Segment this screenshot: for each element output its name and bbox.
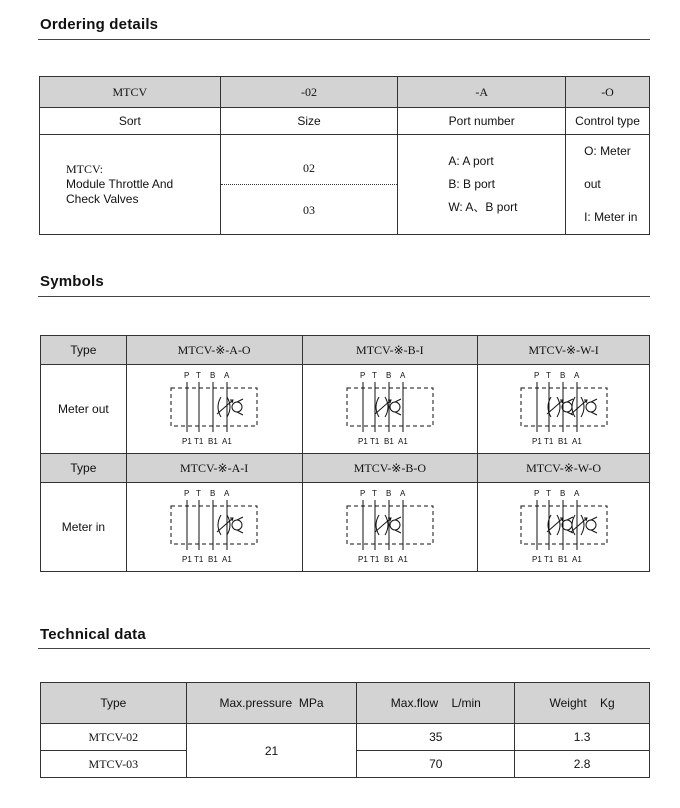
- port-label-bottom: A1: [571, 554, 582, 564]
- hydraulic-symbol-icon: [335, 368, 445, 448]
- port-label-bottom: T1: [369, 554, 380, 564]
- port-label-bottom: B1: [383, 554, 394, 564]
- tech-weight: 2.8: [515, 751, 650, 778]
- port-label-top: T: [371, 370, 377, 380]
- port-label-top: B: [559, 488, 565, 498]
- symbol-cell: [126, 483, 302, 572]
- hydraulic-symbol-icon: [509, 368, 619, 448]
- size-02: 02: [303, 160, 315, 175]
- port-label-top: A: [224, 370, 230, 380]
- tech-header-type: Type: [41, 683, 187, 724]
- port-label-bottom: A1: [397, 554, 408, 564]
- port-label-bottom: P1: [357, 436, 368, 446]
- port-label-bottom: A1: [222, 554, 232, 564]
- meter-out-label: Meter out: [41, 365, 127, 454]
- ordering-header-control: -O: [566, 77, 650, 108]
- port-label-bottom: B1: [208, 436, 218, 446]
- port-label-top: T: [371, 488, 377, 498]
- port-label-top: B: [385, 488, 392, 498]
- control-i: I: Meter in: [584, 210, 638, 224]
- port-label-top: B: [210, 370, 216, 380]
- port-label-bottom: T1: [543, 436, 553, 446]
- ordering-title: Ordering details: [40, 16, 159, 33]
- ordering-header-size: -02: [220, 77, 398, 108]
- symbol-cell: [478, 365, 650, 454]
- port-label-bottom: P1: [531, 554, 542, 564]
- hydraulic-symbol-icon: [159, 486, 269, 566]
- symbols-header-row-1: [41, 336, 650, 365]
- port-label-bottom: T1: [543, 554, 553, 564]
- port-label-bottom: T1: [194, 436, 204, 446]
- sort-line-1: MTCV:: [66, 162, 104, 176]
- tech-weight: 1.3: [515, 724, 650, 751]
- port-label-top: A: [573, 370, 579, 380]
- symbol-type-b-o: MTCV-※-B-O: [302, 454, 478, 483]
- symbols-rule: [38, 296, 650, 297]
- tech-type: MTCV-02: [41, 724, 187, 751]
- ordering-table: [39, 76, 650, 235]
- tech-row: [41, 724, 650, 751]
- port-label-bottom: T1: [369, 436, 380, 446]
- symbol-type-b-i: MTCV-※-B-I: [302, 336, 478, 365]
- port-label-top: T: [196, 370, 202, 380]
- port-label-bottom: B1: [557, 554, 568, 564]
- ordering-sub-port: Port number: [398, 108, 566, 135]
- ordering-body-row: [40, 135, 650, 235]
- ordering-sub-size: Size: [220, 108, 398, 135]
- port-label-top: P: [533, 370, 539, 380]
- size-03: 03: [303, 202, 315, 217]
- symbols-header-row-2: [41, 454, 650, 483]
- port-a: A: A port: [448, 154, 494, 168]
- port-label-bottom: P1: [182, 554, 192, 564]
- symbols-row-meter-out: [41, 365, 650, 454]
- ordering-size-cell: [220, 135, 398, 235]
- port-label-bottom: A1: [571, 436, 582, 446]
- port-label-top: T: [545, 488, 551, 498]
- tech-header-weight: Weight Kg: [515, 683, 650, 724]
- ordering-control-cell: [566, 135, 650, 235]
- port-label-top: T: [545, 370, 551, 380]
- tech-flow: 35: [357, 724, 515, 751]
- port-label-top: P: [184, 488, 190, 498]
- port-label-top: B: [385, 370, 392, 380]
- port-label-bottom: B1: [557, 436, 568, 446]
- tech-type: MTCV-03: [41, 751, 187, 778]
- tech-pressure: 21: [186, 724, 357, 778]
- port-label-top: A: [224, 488, 230, 498]
- port-label-top: T: [196, 488, 202, 498]
- symbol-cell: [302, 365, 478, 454]
- port-label-bottom: A1: [397, 436, 408, 446]
- port-label-bottom: A1: [222, 436, 232, 446]
- tech-header-pressure: Max.pressure MPa: [186, 683, 357, 724]
- ordering-sub-control: Control type: [566, 108, 650, 135]
- symbol-type-a-o: MTCV-※-A-O: [126, 336, 302, 365]
- port-label-bottom: P1: [357, 554, 368, 564]
- symbols-type-label: Type: [41, 454, 127, 483]
- symbols-title: Symbols: [40, 273, 104, 290]
- port-w: W: A、B port: [448, 200, 518, 214]
- technical-title: Technical data: [40, 626, 146, 643]
- hydraulic-symbol-icon: [159, 368, 269, 448]
- hydraulic-symbol-icon: [509, 486, 619, 566]
- ordering-rule: [38, 39, 650, 40]
- symbols-table: [40, 335, 650, 572]
- port-label-top: P: [533, 488, 539, 498]
- ordering-sub-row: [40, 108, 650, 135]
- port-label-top: A: [399, 370, 406, 380]
- sort-line-3: Check Valves: [66, 192, 139, 206]
- port-label-bottom: P1: [531, 436, 542, 446]
- ordering-header-port: -A: [398, 77, 566, 108]
- port-label-bottom: P1: [182, 436, 192, 446]
- ordering-sub-sort: Sort: [40, 108, 221, 135]
- tech-flow: 70: [357, 751, 515, 778]
- port-label-top: B: [210, 488, 216, 498]
- technical-table: [40, 682, 650, 778]
- sort-line-2: Module Throttle And: [66, 177, 174, 191]
- port-label-bottom: B1: [208, 554, 218, 564]
- symbol-cell: [302, 483, 478, 572]
- symbol-type-a-i: MTCV-※-A-I: [126, 454, 302, 483]
- hydraulic-symbol-icon: [335, 486, 445, 566]
- ordering-sort-cell: [40, 135, 221, 235]
- port-label-top: A: [399, 488, 406, 498]
- symbol-cell: [478, 483, 650, 572]
- symbol-cell: [126, 365, 302, 454]
- symbols-row-meter-in: [41, 483, 650, 572]
- port-label-top: A: [573, 488, 579, 498]
- meter-in-label: Meter in: [41, 483, 127, 572]
- ordering-port-cell: [398, 135, 566, 235]
- port-label-top: B: [559, 370, 565, 380]
- technical-rule: [38, 648, 650, 649]
- technical-header-row: [41, 683, 650, 724]
- tech-header-flow: Max.flow L/min: [357, 683, 515, 724]
- port-label-top: P: [184, 370, 190, 380]
- symbol-type-w-o: MTCV-※-W-O: [478, 454, 650, 483]
- port-label-top: P: [359, 370, 366, 380]
- port-label-top: P: [359, 488, 366, 498]
- symbols-type-label: Type: [41, 336, 127, 365]
- port-b: B: B port: [448, 177, 495, 191]
- port-label-bottom: T1: [194, 554, 204, 564]
- port-label-bottom: B1: [383, 436, 394, 446]
- symbol-type-w-i: MTCV-※-W-I: [478, 336, 650, 365]
- control-o: O: Meter out: [584, 144, 631, 191]
- ordering-header-row: [40, 77, 650, 108]
- ordering-header-sort: MTCV: [40, 77, 221, 108]
